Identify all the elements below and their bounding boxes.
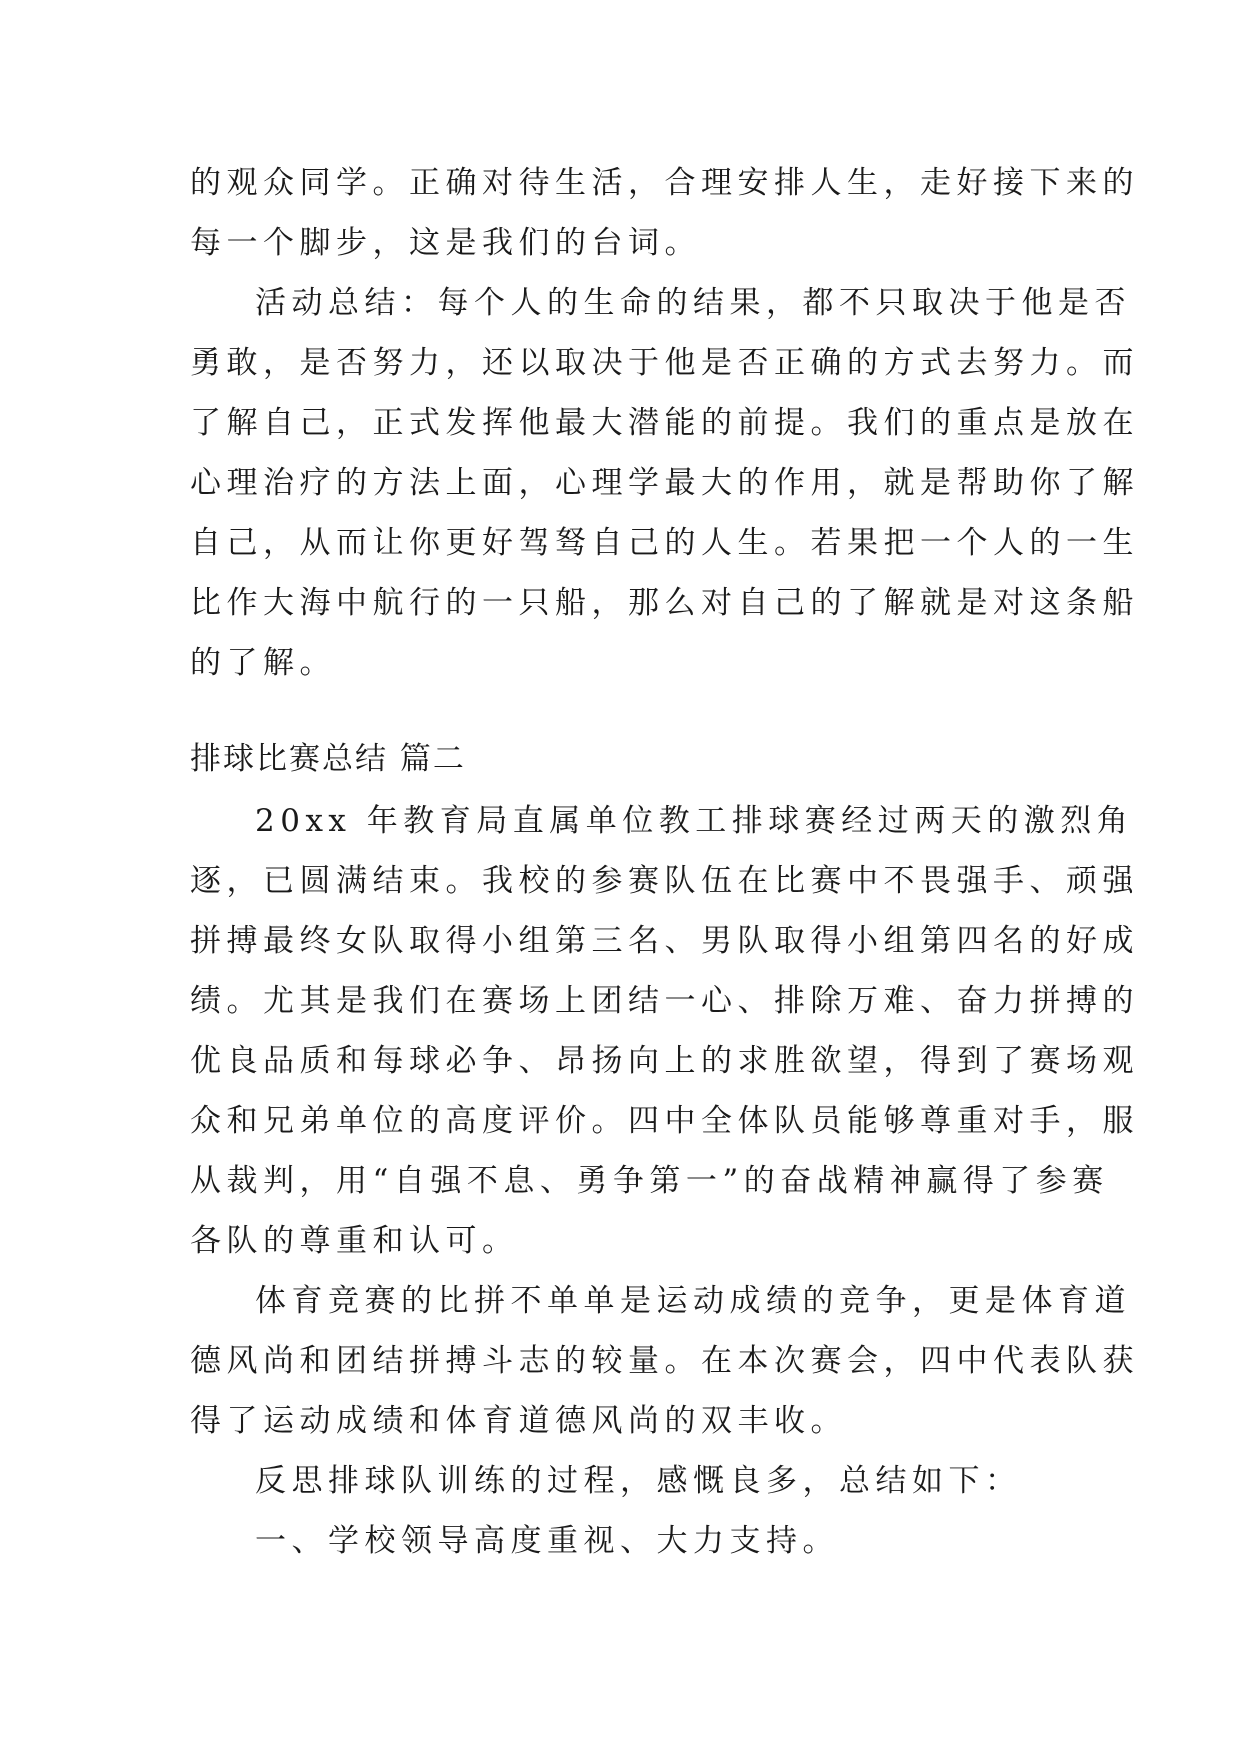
text-line: 勇敢，是否努力，还以取决于他是否正确的方式去努力。而: [190, 345, 1139, 381]
text-line: 的了解。: [190, 645, 336, 681]
text-line: 众和兄弟单位的高度评价。四中全体队员能够尊重对手，服: [190, 1103, 1139, 1139]
text-line: 德风尚和团结拼搏斗志的较量。在本次赛会，四中代表队获: [190, 1343, 1139, 1379]
text-line: 各队的尊重和认可。: [190, 1223, 519, 1259]
text-line: 心理治疗的方法上面，心理学最大的作用，就是帮助你了解: [190, 465, 1139, 501]
text-line: 绩。尤其是我们在赛场上团结一心、排除万难、奋力拼搏的: [190, 983, 1139, 1019]
text-line: 拼搏最终女队取得小组第三名、男队取得小组第四名的好成: [190, 923, 1139, 959]
text-line: 反思排球队训练的过程，感慨良多，总结如下：: [255, 1463, 1022, 1499]
text-line: 活动总结：每个人的生命的结果，都不只取决于他是否: [255, 285, 1131, 321]
text-line: 比作大海中航行的一只船，那么对自己的了解就是对这条船: [190, 585, 1139, 621]
text-line: 优良品质和每球必争、昂扬向上的求胜欲望，得到了赛场观: [190, 1043, 1139, 1079]
text-line: 每一个脚步，这是我们的台词。: [190, 225, 701, 261]
text-line: 了解自己，正式发挥他最大潜能的前提。我们的重点是放在: [190, 405, 1139, 441]
text-line: 一、学校领导高度重视、大力支持。: [255, 1523, 839, 1559]
text-line: 体育竞赛的比拼不单单是运动成绩的竞争，更是体育道: [255, 1283, 1131, 1319]
text-line: 的观众同学。正确对待生活，合理安排人生，走好接下来的: [190, 165, 1139, 201]
text-line: 自己，从而让你更好驾驽自己的人生。若果把一个人的一生: [190, 525, 1139, 561]
text-line: 从裁判，用“自强不息、勇争第一”的奋战精神赢得了参赛: [190, 1163, 1109, 1199]
text-line: 得了运动成绩和体育道德风尚的双丰收。: [190, 1403, 847, 1439]
text-line: 20xx 年教育局直属单位教工排球赛经过两天的激烈角: [255, 803, 1134, 839]
text-line: 逐，已圆满结束。我校的参赛队伍在比赛中不畏强手、顽强: [190, 863, 1139, 899]
section-heading: 排球比赛总结 篇二: [190, 741, 466, 777]
